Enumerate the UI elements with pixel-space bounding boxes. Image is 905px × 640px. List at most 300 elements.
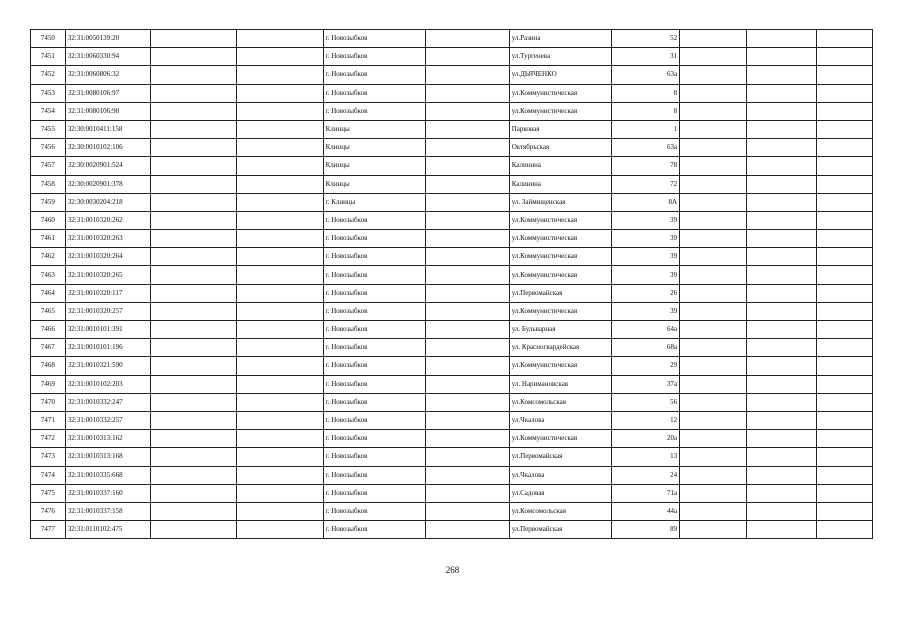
table-row xyxy=(31,430,873,448)
table-row xyxy=(31,139,873,157)
empty-cell xyxy=(747,102,817,120)
empty-cell xyxy=(816,30,872,48)
row-number-cell: 7452 xyxy=(31,66,66,84)
house-number-cell: 8 xyxy=(611,84,679,102)
cadastral-number-cell: 32:30:0020901:524 xyxy=(65,157,150,175)
empty-cell xyxy=(150,230,236,248)
table-row xyxy=(31,521,873,539)
cadastral-number-cell: 32:31:0010320:263 xyxy=(65,230,150,248)
empty-cell xyxy=(237,84,323,102)
house-number-cell: 1 xyxy=(611,120,679,138)
empty-cell xyxy=(237,248,323,266)
empty-cell xyxy=(237,484,323,502)
street-cell: ул.Коммунистическая xyxy=(509,102,611,120)
cadastral-number-cell: 32:31:0010320:262 xyxy=(65,211,150,229)
empty-cell xyxy=(816,502,872,520)
empty-cell xyxy=(150,175,236,193)
row-number-cell: 7468 xyxy=(31,357,66,375)
cadastral-number-cell: 32:31:0110102:475 xyxy=(65,521,150,539)
empty-cell xyxy=(816,411,872,429)
cadastral-number-cell: 32:31:0010313:162 xyxy=(65,430,150,448)
city-cell: г. Новозыбков xyxy=(323,430,425,448)
empty-cell xyxy=(425,375,509,393)
empty-cell xyxy=(747,48,817,66)
empty-cell xyxy=(150,502,236,520)
empty-cell xyxy=(680,375,747,393)
empty-cell xyxy=(816,375,872,393)
row-number-cell: 7451 xyxy=(31,48,66,66)
cadastral-number-cell: 32:31:0010101:196 xyxy=(65,339,150,357)
empty-cell xyxy=(680,466,747,484)
street-cell: ул.Разина xyxy=(509,30,611,48)
house-number-cell: 26 xyxy=(611,284,679,302)
cadastral-number-cell: 32:31:0010337:158 xyxy=(65,502,150,520)
table-row xyxy=(31,84,873,102)
table-row xyxy=(31,175,873,193)
empty-cell xyxy=(816,393,872,411)
row-number-cell: 7475 xyxy=(31,484,66,502)
empty-cell xyxy=(237,120,323,138)
empty-cell xyxy=(816,175,872,193)
table-row xyxy=(31,302,873,320)
city-cell: Клинцы xyxy=(323,175,425,193)
empty-cell xyxy=(680,139,747,157)
house-number-cell: 39 xyxy=(611,302,679,320)
empty-cell xyxy=(816,120,872,138)
row-number-cell: 7472 xyxy=(31,430,66,448)
house-number-cell: 8 xyxy=(611,102,679,120)
empty-cell xyxy=(425,430,509,448)
house-number-cell: 20а xyxy=(611,430,679,448)
row-number-cell: 7477 xyxy=(31,521,66,539)
house-number-cell: 12 xyxy=(611,411,679,429)
city-cell: г. Новозыбков xyxy=(323,230,425,248)
table-body xyxy=(31,30,873,539)
empty-cell xyxy=(747,230,817,248)
empty-cell xyxy=(237,466,323,484)
empty-cell xyxy=(680,302,747,320)
row-number-cell: 7465 xyxy=(31,302,66,320)
city-cell: г. Новозыбков xyxy=(323,339,425,357)
street-cell: ул. Наримановская xyxy=(509,375,611,393)
house-number-cell: 63а xyxy=(611,66,679,84)
table-row xyxy=(31,266,873,284)
empty-cell xyxy=(237,502,323,520)
cadastral-number-cell: 32:31:0080106:98 xyxy=(65,102,150,120)
cadastral-number-cell: 32:31:0010102:203 xyxy=(65,375,150,393)
empty-cell xyxy=(747,302,817,320)
row-number-cell: 7458 xyxy=(31,175,66,193)
table-row xyxy=(31,193,873,211)
empty-cell xyxy=(816,66,872,84)
house-number-cell: 68а xyxy=(611,339,679,357)
city-cell: г. Новозыбков xyxy=(323,284,425,302)
city-cell: Клинцы xyxy=(323,157,425,175)
empty-cell xyxy=(150,411,236,429)
row-number-cell: 7464 xyxy=(31,284,66,302)
empty-cell xyxy=(680,230,747,248)
empty-cell xyxy=(747,66,817,84)
table-row xyxy=(31,211,873,229)
empty-cell xyxy=(680,357,747,375)
house-number-cell: 39 xyxy=(611,248,679,266)
empty-cell xyxy=(816,48,872,66)
empty-cell xyxy=(680,321,747,339)
empty-cell xyxy=(747,139,817,157)
empty-cell xyxy=(680,521,747,539)
row-number-cell: 7469 xyxy=(31,375,66,393)
street-cell: ул.Первомайская xyxy=(509,448,611,466)
city-cell: г. Новозыбков xyxy=(323,248,425,266)
empty-cell xyxy=(747,193,817,211)
street-cell: ул.Первомайская xyxy=(509,521,611,539)
cadastral-number-cell: 32:31:0010332:257 xyxy=(65,411,150,429)
house-number-cell: 37а xyxy=(611,375,679,393)
empty-cell xyxy=(150,30,236,48)
house-number-cell: 89 xyxy=(611,521,679,539)
house-number-cell: 8А xyxy=(611,193,679,211)
empty-cell xyxy=(150,84,236,102)
empty-cell xyxy=(425,193,509,211)
house-number-cell: 39 xyxy=(611,211,679,229)
empty-cell xyxy=(680,502,747,520)
street-cell: ул.Коммунистическая xyxy=(509,357,611,375)
empty-cell xyxy=(680,175,747,193)
empty-cell xyxy=(680,48,747,66)
street-cell: ул.Коммунистическая xyxy=(509,266,611,284)
cadastral-number-cell: 32:31:0050139:20 xyxy=(65,30,150,48)
empty-cell xyxy=(150,357,236,375)
empty-cell xyxy=(150,302,236,320)
empty-cell xyxy=(150,248,236,266)
house-number-cell: 72 xyxy=(611,175,679,193)
city-cell: г. Новозыбков xyxy=(323,48,425,66)
empty-cell xyxy=(237,175,323,193)
empty-cell xyxy=(150,393,236,411)
house-number-cell: 13 xyxy=(611,448,679,466)
table-row xyxy=(31,502,873,520)
empty-cell xyxy=(425,248,509,266)
empty-cell xyxy=(816,266,872,284)
empty-cell xyxy=(425,484,509,502)
empty-cell xyxy=(237,266,323,284)
street-cell: ул.Комсомольская xyxy=(509,393,611,411)
city-cell: г. Новозыбков xyxy=(323,266,425,284)
empty-cell xyxy=(816,521,872,539)
cadastral-number-cell: 32:30:0010411:158 xyxy=(65,120,150,138)
house-number-cell: 78 xyxy=(611,157,679,175)
empty-cell xyxy=(150,321,236,339)
row-number-cell: 7473 xyxy=(31,448,66,466)
cadastral-number-cell: 32:31:0010320:257 xyxy=(65,302,150,320)
cadastral-number-cell: 32:31:0080106:97 xyxy=(65,84,150,102)
row-number-cell: 7456 xyxy=(31,139,66,157)
row-number-cell: 7470 xyxy=(31,393,66,411)
empty-cell xyxy=(425,502,509,520)
empty-cell xyxy=(680,411,747,429)
street-cell: ул.Коммунистическая xyxy=(509,84,611,102)
empty-cell xyxy=(425,302,509,320)
empty-cell xyxy=(425,521,509,539)
empty-cell xyxy=(150,139,236,157)
city-cell: г. Новозыбков xyxy=(323,357,425,375)
cadastral-number-cell: 32:30:0020901:378 xyxy=(65,175,150,193)
empty-cell xyxy=(237,102,323,120)
empty-cell xyxy=(680,211,747,229)
cadastral-number-cell: 32:31:0010320:264 xyxy=(65,248,150,266)
table-row xyxy=(31,448,873,466)
house-number-cell: 56 xyxy=(611,393,679,411)
property-registry-table xyxy=(30,29,873,539)
empty-cell xyxy=(816,84,872,102)
empty-cell xyxy=(425,211,509,229)
empty-cell xyxy=(150,66,236,84)
row-number-cell: 7454 xyxy=(31,102,66,120)
house-number-cell: 31 xyxy=(611,48,679,66)
city-cell: г. Новозыбков xyxy=(323,411,425,429)
empty-cell xyxy=(747,411,817,429)
city-cell: г. Новозыбков xyxy=(323,321,425,339)
street-cell: ул.Тургенева xyxy=(509,48,611,66)
empty-cell xyxy=(425,411,509,429)
empty-cell xyxy=(747,211,817,229)
empty-cell xyxy=(150,521,236,539)
city-cell: г. Новозыбков xyxy=(323,375,425,393)
empty-cell xyxy=(747,502,817,520)
table-row xyxy=(31,484,873,502)
table-row xyxy=(31,30,873,48)
empty-cell xyxy=(425,393,509,411)
empty-cell xyxy=(425,175,509,193)
empty-cell xyxy=(816,248,872,266)
empty-cell xyxy=(237,139,323,157)
empty-cell xyxy=(816,448,872,466)
street-cell: ул. Бульварная xyxy=(509,321,611,339)
empty-cell xyxy=(425,48,509,66)
empty-cell xyxy=(150,102,236,120)
empty-cell xyxy=(680,84,747,102)
row-number-cell: 7467 xyxy=(31,339,66,357)
page-number: 268 xyxy=(445,565,460,575)
empty-cell xyxy=(237,339,323,357)
empty-cell xyxy=(237,48,323,66)
cadastral-number-cell: 32:31:0010313:168 xyxy=(65,448,150,466)
empty-cell xyxy=(425,266,509,284)
city-cell: г. Новозыбков xyxy=(323,211,425,229)
empty-cell xyxy=(237,66,323,84)
city-cell: Клинцы xyxy=(323,139,425,157)
empty-cell xyxy=(237,157,323,175)
cadastral-number-cell: 32:31:0060330:94 xyxy=(65,48,150,66)
city-cell: г. Новозыбков xyxy=(323,66,425,84)
row-number-cell: 7461 xyxy=(31,230,66,248)
empty-cell xyxy=(150,266,236,284)
row-number-cell: 7455 xyxy=(31,120,66,138)
empty-cell xyxy=(816,484,872,502)
empty-cell xyxy=(150,484,236,502)
empty-cell xyxy=(425,466,509,484)
cadastral-number-cell: 32:30:0010102:106 xyxy=(65,139,150,157)
cadastral-number-cell: 32:31:0010320:265 xyxy=(65,266,150,284)
empty-cell xyxy=(237,521,323,539)
cadastral-number-cell: 32:31:0010320:117 xyxy=(65,284,150,302)
empty-cell xyxy=(425,284,509,302)
city-cell: г. Новозыбков xyxy=(323,393,425,411)
empty-cell xyxy=(816,284,872,302)
empty-cell xyxy=(150,448,236,466)
empty-cell xyxy=(816,211,872,229)
table-row xyxy=(31,284,873,302)
empty-cell xyxy=(150,375,236,393)
city-cell: г. Новозыбков xyxy=(323,302,425,320)
table-row xyxy=(31,157,873,175)
empty-cell xyxy=(816,466,872,484)
empty-cell xyxy=(237,448,323,466)
row-number-cell: 7466 xyxy=(31,321,66,339)
house-number-cell: 64а xyxy=(611,321,679,339)
street-cell: ул.Первомайская xyxy=(509,284,611,302)
cadastral-number-cell: 32:31:0010101:391 xyxy=(65,321,150,339)
row-number-cell: 7457 xyxy=(31,157,66,175)
empty-cell xyxy=(237,284,323,302)
empty-cell xyxy=(816,339,872,357)
row-number-cell: 7474 xyxy=(31,466,66,484)
street-cell: Калинина xyxy=(509,157,611,175)
empty-cell xyxy=(237,302,323,320)
empty-cell xyxy=(150,466,236,484)
empty-cell xyxy=(747,266,817,284)
city-cell: г. Новозыбков xyxy=(323,466,425,484)
empty-cell xyxy=(747,157,817,175)
table-row xyxy=(31,411,873,429)
empty-cell xyxy=(680,120,747,138)
empty-cell xyxy=(747,248,817,266)
empty-cell xyxy=(150,430,236,448)
row-number-cell: 7476 xyxy=(31,502,66,520)
street-cell: ул. Красногвардейская xyxy=(509,339,611,357)
empty-cell xyxy=(425,357,509,375)
empty-cell xyxy=(150,48,236,66)
empty-cell xyxy=(237,411,323,429)
street-cell: ул.Садовая xyxy=(509,484,611,502)
empty-cell xyxy=(816,139,872,157)
empty-cell xyxy=(747,393,817,411)
empty-cell xyxy=(680,157,747,175)
empty-cell xyxy=(747,120,817,138)
empty-cell xyxy=(425,30,509,48)
empty-cell xyxy=(816,302,872,320)
table-row xyxy=(31,321,873,339)
table-row xyxy=(31,66,873,84)
table-row xyxy=(31,339,873,357)
empty-cell xyxy=(747,357,817,375)
table-row xyxy=(31,102,873,120)
row-number-cell: 7460 xyxy=(31,211,66,229)
cadastral-number-cell: 32:31:0010321:590 xyxy=(65,357,150,375)
empty-cell xyxy=(237,193,323,211)
empty-cell xyxy=(680,484,747,502)
empty-cell xyxy=(237,430,323,448)
empty-cell xyxy=(680,339,747,357)
street-cell: Калинина xyxy=(509,175,611,193)
empty-cell xyxy=(425,120,509,138)
empty-cell xyxy=(425,448,509,466)
table-row xyxy=(31,393,873,411)
street-cell: ул.Коммунистическая xyxy=(509,248,611,266)
street-cell: ул.ДЬЯЧЕНКО xyxy=(509,66,611,84)
empty-cell xyxy=(680,66,747,84)
empty-cell xyxy=(747,448,817,466)
cadastral-number-cell: 32:31:0010332:247 xyxy=(65,393,150,411)
street-cell: ул.Чкалова xyxy=(509,411,611,429)
empty-cell xyxy=(816,102,872,120)
empty-cell xyxy=(680,248,747,266)
house-number-cell: 29 xyxy=(611,357,679,375)
empty-cell xyxy=(747,30,817,48)
street-cell: ул.Коммунистическая xyxy=(509,211,611,229)
street-cell: ул.Комсомольская xyxy=(509,502,611,520)
street-cell: Октябрьская xyxy=(509,139,611,157)
cadastral-number-cell: 32:31:0010335:668 xyxy=(65,466,150,484)
empty-cell xyxy=(680,430,747,448)
city-cell: г. Новозыбков xyxy=(323,30,425,48)
cadastral-number-cell: 32:30:0030204:218 xyxy=(65,193,150,211)
empty-cell xyxy=(747,175,817,193)
empty-cell xyxy=(237,211,323,229)
empty-cell xyxy=(425,102,509,120)
empty-cell xyxy=(680,102,747,120)
empty-cell xyxy=(150,339,236,357)
city-cell: Клинцы xyxy=(323,120,425,138)
empty-cell xyxy=(747,484,817,502)
empty-cell xyxy=(425,66,509,84)
city-cell: г. Новозыбков xyxy=(323,84,425,102)
empty-cell xyxy=(425,139,509,157)
empty-cell xyxy=(237,393,323,411)
empty-cell xyxy=(816,230,872,248)
empty-cell xyxy=(747,339,817,357)
city-cell: г. Новозыбков xyxy=(323,521,425,539)
empty-cell xyxy=(747,430,817,448)
empty-cell xyxy=(237,375,323,393)
empty-cell xyxy=(747,284,817,302)
row-number-cell: 7462 xyxy=(31,248,66,266)
row-number-cell: 7459 xyxy=(31,193,66,211)
city-cell: г. Новозыбков xyxy=(323,102,425,120)
empty-cell xyxy=(680,448,747,466)
empty-cell xyxy=(680,266,747,284)
table-row xyxy=(31,466,873,484)
row-number-cell: 7471 xyxy=(31,411,66,429)
empty-cell xyxy=(816,357,872,375)
empty-cell xyxy=(150,284,236,302)
street-cell: ул.Коммунистическая xyxy=(509,302,611,320)
empty-cell xyxy=(680,284,747,302)
cadastral-number-cell: 32:31:0010337:160 xyxy=(65,484,150,502)
street-cell: ул.Чкалова xyxy=(509,466,611,484)
table-row xyxy=(31,357,873,375)
city-cell: г. Новозыбков xyxy=(323,484,425,502)
empty-cell xyxy=(425,339,509,357)
empty-cell xyxy=(816,157,872,175)
empty-cell xyxy=(816,430,872,448)
empty-cell xyxy=(237,357,323,375)
empty-cell xyxy=(680,393,747,411)
street-cell: ул. Займищенская xyxy=(509,193,611,211)
row-number-cell: 7453 xyxy=(31,84,66,102)
empty-cell xyxy=(816,321,872,339)
empty-cell xyxy=(816,193,872,211)
